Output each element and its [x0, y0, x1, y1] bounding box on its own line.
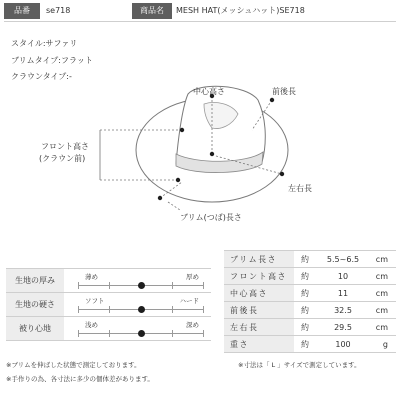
size-approx: 約	[294, 319, 316, 336]
size-unit: cm	[370, 319, 396, 336]
product-number: se718	[46, 6, 71, 15]
measure-note: ※ブリムを伸ばした状態で測定しております。	[6, 361, 141, 369]
brim-edge-dot	[158, 196, 162, 200]
brim-type: ブリムタイプ:フラット	[11, 56, 93, 65]
size-approx: 約	[294, 268, 316, 285]
size-row	[224, 251, 396, 268]
size-value: 29.5	[316, 319, 370, 336]
size-row	[224, 302, 396, 319]
scale-left-label: 浅め	[85, 321, 98, 329]
scale-tick	[109, 330, 110, 337]
size-value: 100	[316, 336, 370, 353]
size-unit: cm	[370, 285, 396, 302]
size-value: 11	[316, 285, 370, 302]
brim-length-leader	[168, 202, 180, 210]
size-approx: 約	[294, 336, 316, 353]
scale-tick	[172, 306, 173, 313]
size-row	[224, 336, 396, 353]
feel-table	[6, 268, 211, 341]
size-name: 重さ	[224, 336, 294, 353]
label-front-height-line1: フロント高さ	[41, 142, 89, 151]
label-center-height: 中心高さ	[193, 87, 225, 96]
size-name: 前後長	[224, 302, 294, 319]
scale-tick	[172, 330, 173, 337]
size-unit: cm	[370, 268, 396, 285]
product-number-label: 品番	[4, 3, 40, 19]
size-approx: 約	[294, 302, 316, 319]
size-name: 左右長	[224, 319, 294, 336]
scale-marker	[138, 306, 145, 313]
feel-scale-fit	[64, 317, 211, 341]
feel-row	[6, 317, 211, 341]
size-unit: cm	[370, 302, 396, 319]
size-note: ※寸法は「 L 」サイズで測定しています。	[238, 361, 361, 369]
feel-row	[6, 293, 211, 317]
scale-tick	[78, 306, 79, 313]
header-divider	[4, 21, 396, 22]
feel-label-fit: 被り心地	[6, 317, 64, 341]
size-approx: 約	[294, 285, 316, 302]
front-height-top-dot	[180, 128, 184, 132]
size-row	[224, 285, 396, 302]
size-unit: g	[370, 336, 396, 353]
feel-label-thickness: 生地の厚み	[6, 269, 64, 293]
front-height-bottom-dot	[176, 178, 180, 182]
scale-marker	[138, 282, 145, 289]
size-value: 5.5~6.5	[316, 251, 370, 268]
size-value: 32.5	[316, 302, 370, 319]
handmade-note: ※手作りの為、各寸法に多少の個体差があります。	[6, 375, 154, 383]
size-name: 中心高さ	[224, 285, 294, 302]
size-row	[224, 319, 396, 336]
size-row	[224, 268, 396, 285]
size-name: ブリム長さ	[224, 251, 294, 268]
scale-tick	[109, 282, 110, 289]
size-value: 10	[316, 268, 370, 285]
scale-tick	[203, 330, 204, 337]
scale-tick	[109, 306, 110, 313]
size-name: フロント高さ	[224, 268, 294, 285]
scale-tick	[78, 282, 79, 289]
label-front-height-line2: (クラウン前)	[39, 154, 86, 163]
feel-label-hardness: 生地の硬さ	[6, 293, 64, 317]
label-brim-length: ブリム(つば)長さ	[180, 213, 242, 222]
front-back-dot	[270, 98, 274, 102]
center-height-base-dot	[210, 152, 214, 156]
size-table	[224, 250, 396, 353]
scale-right-label: ハード	[179, 297, 199, 305]
product-name-label: 商品名	[132, 3, 172, 19]
scale-left-label: ソフト	[85, 297, 105, 305]
label-front-back-length: 前後長	[272, 87, 296, 96]
feel-scale-hardness	[64, 293, 211, 317]
size-approx: 約	[294, 251, 316, 268]
feel-row	[6, 269, 211, 293]
scale-right-label: 厚め	[186, 273, 199, 281]
scale-left-label: 薄め	[85, 273, 98, 281]
crown-type: クラウンタイプ:-	[11, 72, 72, 81]
label-left-right-length: 左右長	[288, 184, 312, 193]
feel-scale-thickness	[64, 269, 211, 293]
scale-tick	[203, 306, 204, 313]
style-type: スタイル:サファリ	[11, 39, 78, 48]
scale-tick	[78, 330, 79, 337]
left-right-dot	[280, 172, 284, 176]
scale-tick	[203, 282, 204, 289]
scale-marker	[138, 330, 145, 337]
scale-right-label: 深め	[186, 321, 199, 329]
scale-tick	[172, 282, 173, 289]
size-unit: cm	[370, 251, 396, 268]
product-name: MESH HAT(メッシュハット)SE718	[176, 6, 305, 15]
